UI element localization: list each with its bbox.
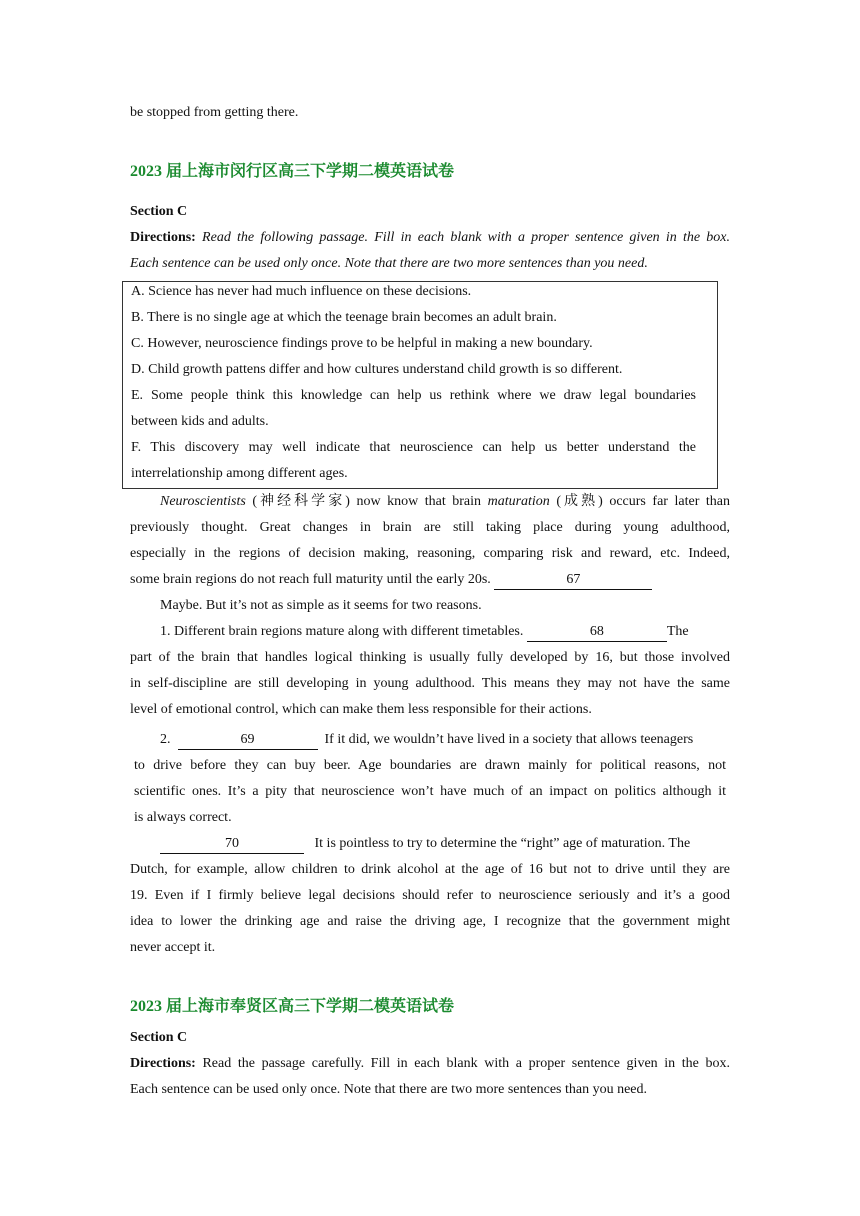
section1-label: Section C xyxy=(130,204,188,219)
passage-p1-line4 xyxy=(130,567,652,593)
section2-heading: 2023 届上海市奉贤区高三下学期二模英语试卷 xyxy=(130,998,455,1015)
passage-p1-line1 xyxy=(160,489,730,515)
option-d: D. Child growth pattens differ and how cultures understand child growth is so different. xyxy=(131,362,623,377)
options-box xyxy=(122,281,718,489)
passage-p3-line3: in self-discipline are still developing in young adulthood. This means they may not have the same xyxy=(130,676,730,691)
passage-p5-line2: Dutch, for example, allow children to drink alcohol at the age of 16 but not to drive until they are xyxy=(130,862,730,877)
section2-directions xyxy=(130,1051,730,1077)
option-a: A. Science has never had much influence on these decisions. xyxy=(131,284,472,299)
option-e-line1: E. Some people think this knowledge can help us rethink where we draw legal boundaries xyxy=(131,388,696,403)
section1-directions-line2: Each sentence can be used only once. Note that there are two more sentences than you need. xyxy=(130,256,648,271)
passage-p3-line4: level of emotional control, which can make them less responsible for their actions. xyxy=(130,702,592,717)
section1-directions xyxy=(130,225,730,251)
passage-p1-line3: especially in the regions of decision making, reasoning, comparing risk and reward, etc. Indeed, xyxy=(130,546,730,561)
passage-p3-line2: part of the brain that handles logical thinking is usually fully developed by 16, but those involved xyxy=(130,650,730,665)
passage-p2: Maybe. But it’s not as simple as it seems for two reasons. xyxy=(160,598,482,613)
section2-directions-label: Directions: xyxy=(130,1056,196,1071)
section2-label: Section C xyxy=(130,1030,188,1045)
blank-69[interactable]: 69 xyxy=(178,731,318,750)
directions-label: Directions: xyxy=(130,230,196,245)
p1-text-a: (神经科学家) now know that brain xyxy=(245,494,488,509)
option-e-line2: between kids and adults. xyxy=(131,414,269,429)
passage-p1-line2: previously thought. Great changes in brain are still taking place during young adulthood, xyxy=(130,520,730,535)
passage-p5-line5: never accept it. xyxy=(130,940,216,955)
option-f-line2: interrelationship among different ages. xyxy=(131,466,348,481)
p3-line1-tail: The xyxy=(666,624,689,639)
option-f-line1: F. This discovery may well indicate that neuroscience can help us better understand the xyxy=(131,440,696,455)
section2-directions-line2: Each sentence can be used only once. Note that there are two more sentences than you need. xyxy=(130,1082,648,1097)
term-neuroscientists: Neuroscientists xyxy=(160,494,246,509)
blank-67[interactable]: 67 xyxy=(494,571,652,590)
p1-line4-text: some brain regions do not reach full maturity until the early 20s. xyxy=(130,572,491,587)
directions-text: Read the following passage. Fill in each blank with a proper sentence given in the box. xyxy=(202,230,730,245)
passage-p4-line1 xyxy=(160,727,726,753)
p4-line1-tail: If it did, we wouldn’t have lived in a society that allows teenagers xyxy=(324,732,694,747)
passage-p4-line4: is always correct. xyxy=(134,810,232,825)
passage-p5-line3: 19. Even if I firmly believe legal decisions should refer to neuroscience seriously and it’s a good xyxy=(130,888,730,903)
option-b: B. There is no single age at which the teenage brain becomes an adult brain. xyxy=(131,310,557,325)
passage-p5-line1 xyxy=(160,831,730,857)
term-maturation: maturation xyxy=(487,494,550,509)
section2-directions-text: Read the passage carefully. Fill in each blank with a proper sentence given in the box. xyxy=(202,1056,731,1071)
passage-p4-line3: scientific ones. It’s a pity that neuroscience won’t have much of an impact on politics although it xyxy=(134,784,726,799)
intro-tail-text: be stopped from getting there. xyxy=(130,105,299,120)
p1-text-b: (成熟) occurs far later than xyxy=(549,494,730,509)
passage-p4-line2: to drive before they can buy beer. Age boundaries are drawn mainly for political reasons, not xyxy=(134,758,726,773)
blank-68[interactable]: 68 xyxy=(527,623,667,642)
section1-heading: 2023 届上海市闵行区高三下学期二模英语试卷 xyxy=(130,163,455,180)
option-c: C. However, neuroscience findings prove to be helpful in making a new boundary. xyxy=(131,336,593,351)
passage-p5-line4: idea to lower the drinking age and raise the driving age, I recognize that the government might xyxy=(130,914,730,929)
passage-p3-line1 xyxy=(160,619,730,645)
blank-70[interactable]: 70 xyxy=(160,835,304,854)
p3-line1-text: 1. Different brain regions mature along with different timetables. xyxy=(160,624,524,639)
p5-line1-tail: It is pointless to try to determine the “right” age of maturation. The xyxy=(314,836,691,851)
p4-number: 2. xyxy=(160,732,171,747)
